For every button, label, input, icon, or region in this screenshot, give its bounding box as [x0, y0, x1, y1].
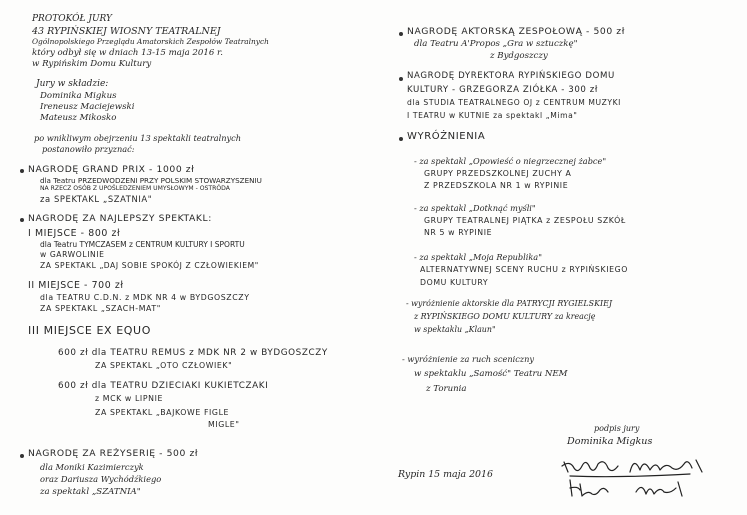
third-place-b-show: ZA SPEKTAKL „BAJKOWE FIGLE: [95, 408, 230, 417]
signatures-heading: podpis jury: [594, 424, 640, 433]
bullet-ensemble: [399, 32, 403, 36]
festival-name: 43 RYPIŃSKIEJ WIOSNY TEATRALNEJ: [32, 26, 221, 37]
jury-heading: Jury w składzie:: [36, 79, 109, 89]
rdk-director-theatre: dla STUDIA TEATRALNEGO OJ z CENTRUM MUZYKI: [407, 98, 622, 107]
third-place-a-theatre: 600 zł dla TEATRU REMUS z MDK NR 2 w BYDGOSZCZY: [58, 348, 328, 358]
mention-3-org: DOMU KULTURY: [420, 278, 489, 287]
ensemble-city: z Bydgoszczy: [490, 51, 548, 61]
rdk-director-show: I TEATRU w KUTNIE za spektakl „Mima": [407, 111, 578, 120]
third-place-b-theatre: 600 zł dla TEATRU DZIECIAKI KUKIETCZAKI: [58, 381, 269, 391]
mention-1-school: Z PRZEDSZKOLA NR 1 w RYPINIE: [424, 181, 569, 190]
director-heading: NAGRODĘ ZA REŻYSERIĘ - 500 zł: [28, 448, 199, 459]
rdk-director-heading: NAGRODĘ DYREKTORA RYPIŃSKIEGO DOMU: [407, 71, 615, 81]
grand-prix-theatre: dla Teatru PRZEDWODZENI PRZY POLSKIM STOWARZYSZENIU: [40, 176, 262, 185]
mention-5-title: - wyróżnienie za ruch sceniczny: [402, 354, 535, 364]
festival-venue: w Rypińskim Domu Kultury: [32, 59, 152, 69]
jury-member-1: Dominika Migkus: [40, 91, 117, 101]
signature-1: Dominika Migkus: [567, 436, 653, 447]
best-show-heading: NAGRODĘ ZA NAJLEPSZY SPEKTAKL:: [28, 213, 212, 224]
director-show: za spektakl „SZATNIA": [40, 487, 141, 497]
mentions-heading: WYRÓŻNIENIA: [407, 131, 486, 142]
bullet-director: [20, 454, 24, 458]
first-place-show: ZA SPEKTAKL „DAJ SOBIE SPOKÓJ Z CZŁOWIEKIEM": [40, 261, 259, 270]
ensemble-heading: NAGRODĘ AKTORSKĄ ZESPOŁOWĄ - 500 zł: [407, 26, 625, 37]
second-place-theatre: dla TEATRU C.D.N. z MDK NR 4 w BYDGOSZCZY: [40, 293, 250, 302]
intro-line-2: postanowiło przyznać:: [42, 144, 135, 154]
grand-prix-show: za SPEKTAKL „SZATNIA": [40, 194, 153, 204]
place-and-date: Rypin 15 maja 2016: [398, 469, 493, 480]
festival-dates: który odbył się w dniach 13-15 maja 2016 r.: [32, 48, 223, 58]
first-place-theatre: dla Teatru TYMCZASEM z CENTRUM KULTURY I SPORTU: [40, 240, 245, 249]
mention-5-city: z Torunia: [426, 384, 467, 394]
third-place-b-show-end: MIGLE": [208, 420, 240, 429]
mention-1-group: GRUPY PRZEDSZKOLNEJ ZUCHY A: [424, 169, 572, 178]
signature-3: [566, 476, 696, 500]
first-place-heading: I MIEJSCE - 800 zł: [28, 228, 121, 239]
jury-member-3: Mateusz Mikosko: [40, 113, 117, 123]
mention-2-school: NR 5 w RYPINIE: [424, 228, 493, 237]
grand-prix-heading: NAGRODĘ GRAND PRIX - 1000 zł: [28, 164, 195, 175]
mention-1-show: - za spektakl „Opowieść o niegrzecznej żabce": [414, 156, 607, 166]
bullet-grand-prix: [20, 169, 24, 173]
third-place-b-city: z MCK w LIPNIE: [95, 394, 163, 403]
bullet-mentions: [399, 137, 403, 141]
director-name-2: oraz Dariusza Wychódźkiego: [40, 474, 162, 484]
second-place-show: ZA SPEKTAKL „SZACH-MAT": [40, 304, 161, 313]
festival-subtitle: Ogólnopolskiego Przeglądu Amatorskich Zespołów Teatralnych: [32, 37, 269, 46]
jury-member-2: Ireneusz Maciejewski: [40, 102, 135, 112]
mention-3-group: ALTERNATYWNEJ SCENY RUCHU z RYPIŃSKIEGO: [420, 265, 629, 274]
ensemble-theatre: dla Teatru A'Propos „Gra w sztuczkę": [414, 39, 578, 49]
mention-5-show: w spektaklu „Samość" Teatru NEM: [414, 369, 568, 379]
mention-2-show: - za spektakl „Dotknąć myśli": [414, 203, 536, 213]
mention-4-title: - wyróżnienie aktorskie dla PATRYCJI RYGIELSKIEJ: [406, 299, 612, 308]
bullet-rdk-director: [399, 77, 403, 81]
mention-3-show: - za spektakl „Moja Republika": [414, 252, 542, 262]
mention-4-show: w spektaklu „Klaun": [414, 325, 496, 334]
protocol-title: PROTOKÓŁ JURY: [32, 14, 112, 24]
director-name-1: dla Moniki Kazimierczyk: [40, 462, 144, 472]
intro-line-1: po wnikliwym obejrzeniu 13 spektakli teatralnych: [34, 133, 241, 143]
second-place-heading: II MIEJSCE - 700 zł: [28, 280, 124, 291]
first-place-city: w GARWOLINIE: [40, 250, 105, 259]
grand-prix-org: NA RZECZ OSÓB Z UPOŚLEDZENIEM UMYSŁOWYM - OSTRÓDA: [40, 185, 230, 192]
third-place-a-show: ZA SPEKTAKL „OTO CZŁOWIEK": [95, 361, 233, 370]
mention-2-group: GRUPY TEATRALNEJ PIĄTKA z ZESPOŁU SZKÓŁ: [424, 216, 626, 225]
rdk-director-name: KULTURY - GRZEGORZA ZIÓŁKA - 300 zł: [407, 85, 598, 95]
third-place-heading: III MIEJSCE EX EQUO: [28, 324, 151, 337]
bullet-best-show: [20, 218, 24, 222]
mention-4-org: z RYPIŃSKIEGO DOMU KULTURY za kreację: [414, 312, 596, 321]
